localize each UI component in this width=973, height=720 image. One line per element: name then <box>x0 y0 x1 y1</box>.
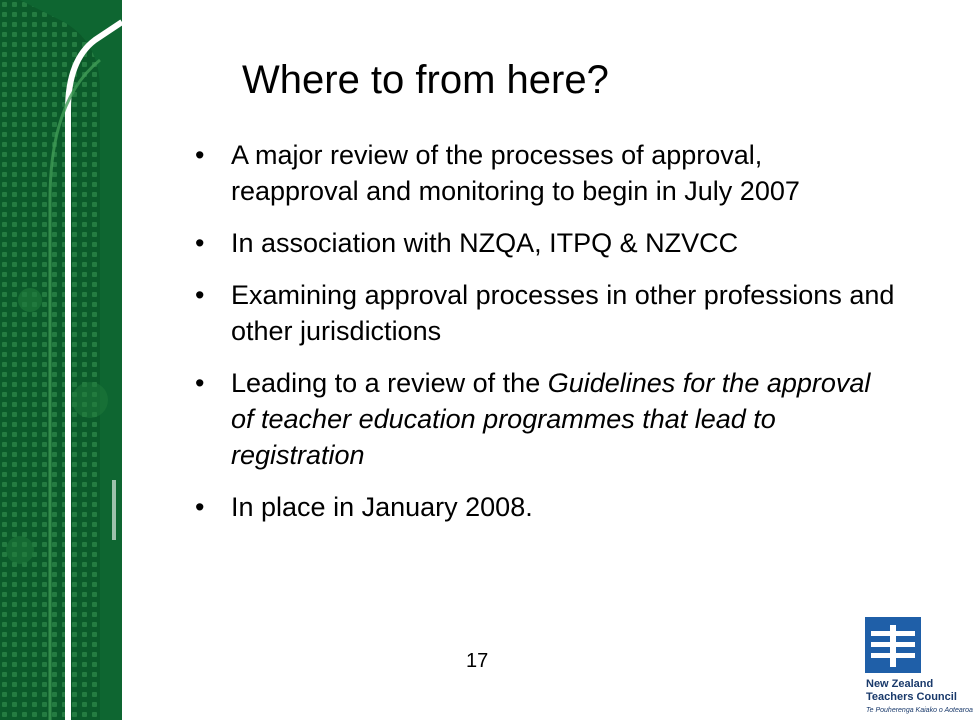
logo-tagline: Te Pouherenga Kaiako o Aotearoa <box>866 707 973 714</box>
bullet-text: Leading to a review of the <box>231 368 548 398</box>
bullet-item <box>195 277 895 349</box>
bullet-dot: • <box>195 140 205 170</box>
logo-name-line2: Teachers Council <box>866 691 957 703</box>
decorative-left-band <box>0 0 122 720</box>
bullet-dot: • <box>195 492 205 522</box>
slide-title: Where to from here? <box>242 58 609 102</box>
bullet-item <box>195 365 895 473</box>
logo-name <box>866 678 957 704</box>
logo-emblem-icon <box>865 617 921 673</box>
bullet-list <box>195 137 895 541</box>
page-number: 17 <box>466 650 489 672</box>
bullet-text: Examining approval processes in other professions and other jurisdictions <box>231 280 895 346</box>
logo-name-line1: New Zealand <box>866 678 934 690</box>
bullet-item <box>195 137 895 209</box>
bullet-dot: • <box>195 280 205 310</box>
bullet-dot: • <box>195 228 205 258</box>
guidelines-title: Guidelines for the approval of teacher education programmes that lead to registration <box>231 368 871 470</box>
bullet-text: In association with NZQA, ITPQ & NZVCC <box>231 228 739 258</box>
bullet-text: A major review of the processes of approval, reapproval and monitoring to begin in July 2007 <box>231 140 800 206</box>
bullet-text: In place in January 2008. <box>231 492 533 522</box>
bullet-dot: • <box>195 368 205 398</box>
bullet-item <box>195 225 895 261</box>
teachers-council-logo <box>860 612 973 720</box>
bullet-item <box>195 489 895 525</box>
